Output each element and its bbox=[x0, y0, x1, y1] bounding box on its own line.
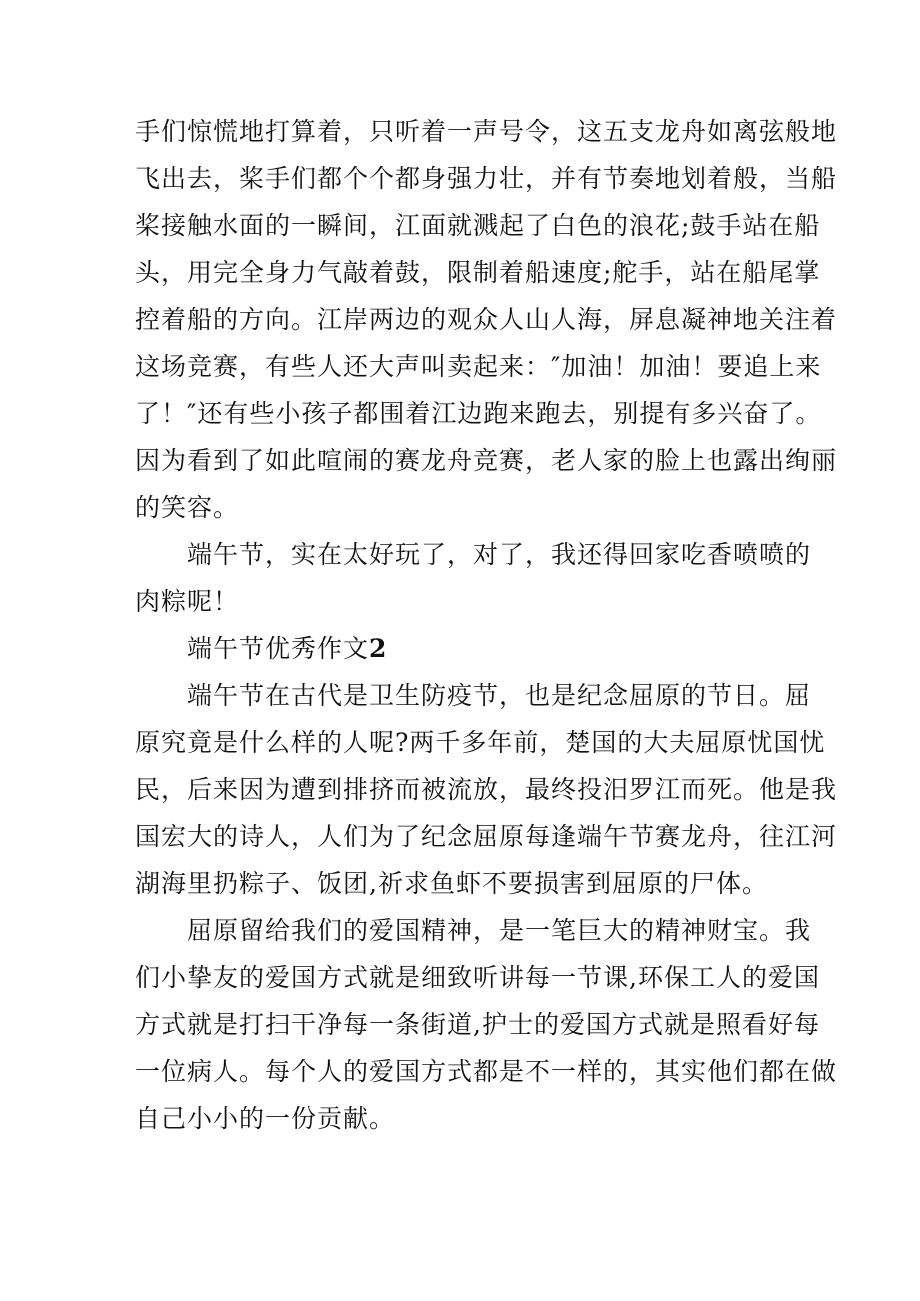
text-line: 端午节在古代是卫生防疫节，也是纪念屈原的节日。屈 bbox=[187, 681, 812, 710]
paragraph bbox=[135, 531, 812, 625]
paragraph bbox=[135, 672, 838, 907]
text-line: 了！″还有些小孩子都围着江边跑来跑去，别提有多兴奋了。 bbox=[135, 399, 822, 428]
paragraph bbox=[135, 108, 838, 531]
text-line: 肉粽呢！ bbox=[135, 587, 240, 616]
text-line: 手们惊慌地打算着，只听着一声号令，这五支龙舟如离弦般地 bbox=[135, 117, 838, 146]
text-line: 的笑容。 bbox=[135, 493, 240, 522]
heading-number: 2 bbox=[369, 634, 388, 663]
text-line: 桨接触水面的一瞬间，江面就溅起了白色的浪花;鼓手站在船 bbox=[135, 211, 821, 240]
text-line: 湖海里扔粽子、饭团,祈求鱼虾不要损害到屈原的尸体。 bbox=[135, 869, 768, 898]
text-line: 飞出去，桨手们都个个都身强力壮，并有节奏地划着般，当船 bbox=[135, 164, 838, 193]
text-line: 方式就是打扫干净每一条街道,护士的爱国方式就是照看好每 bbox=[135, 1010, 820, 1039]
text-line: 端午节，实在太好玩了，对了，我还得回家吃香喷喷的 bbox=[187, 540, 812, 569]
document-body bbox=[135, 108, 838, 1142]
text-line: 一位病人。每个人的爱国方式都是不一样的，其实他们都在做 bbox=[135, 1057, 838, 1086]
text-line: 民，后来因为遭到排挤而被流放，最终投汨罗江而死。他是我 bbox=[135, 775, 838, 804]
text-line: 控着船的方向。江岸两边的观众人山人海，屏息凝神地关注着 bbox=[135, 305, 838, 334]
text-line: 因为看到了如此喧闹的赛龙舟竞赛，老人家的脸上也露出绚丽 bbox=[135, 446, 838, 475]
paragraph bbox=[135, 907, 838, 1142]
text-line: 国宏大的诗人，人们为了纪念屈原每逢端午节赛龙舟，往江河 bbox=[135, 822, 838, 851]
text-line: 原究竟是什么样的人呢?两千多年前，楚国的大夫屈原忧国忧 bbox=[135, 728, 826, 757]
text-line: 们小挚友的爱国方式就是细致听讲每一节课,环保工人的爱国 bbox=[135, 963, 820, 992]
text-line: 自己小小的一份贡献。 bbox=[135, 1104, 396, 1133]
text-line: 头，用完全身力气敲着鼓，限制着船速度;舵手，站在船尾掌 bbox=[135, 258, 821, 287]
text-line: 这场竞赛，有些人还大声叫卖起来：″加油！加油！要追上来 bbox=[135, 352, 822, 381]
heading-text: 端午节优秀作文 bbox=[187, 634, 370, 663]
section-heading bbox=[135, 625, 795, 672]
text-line: 屈原留给我们的爱国精神，是一笔巨大的精神财宝。我 bbox=[187, 916, 812, 945]
